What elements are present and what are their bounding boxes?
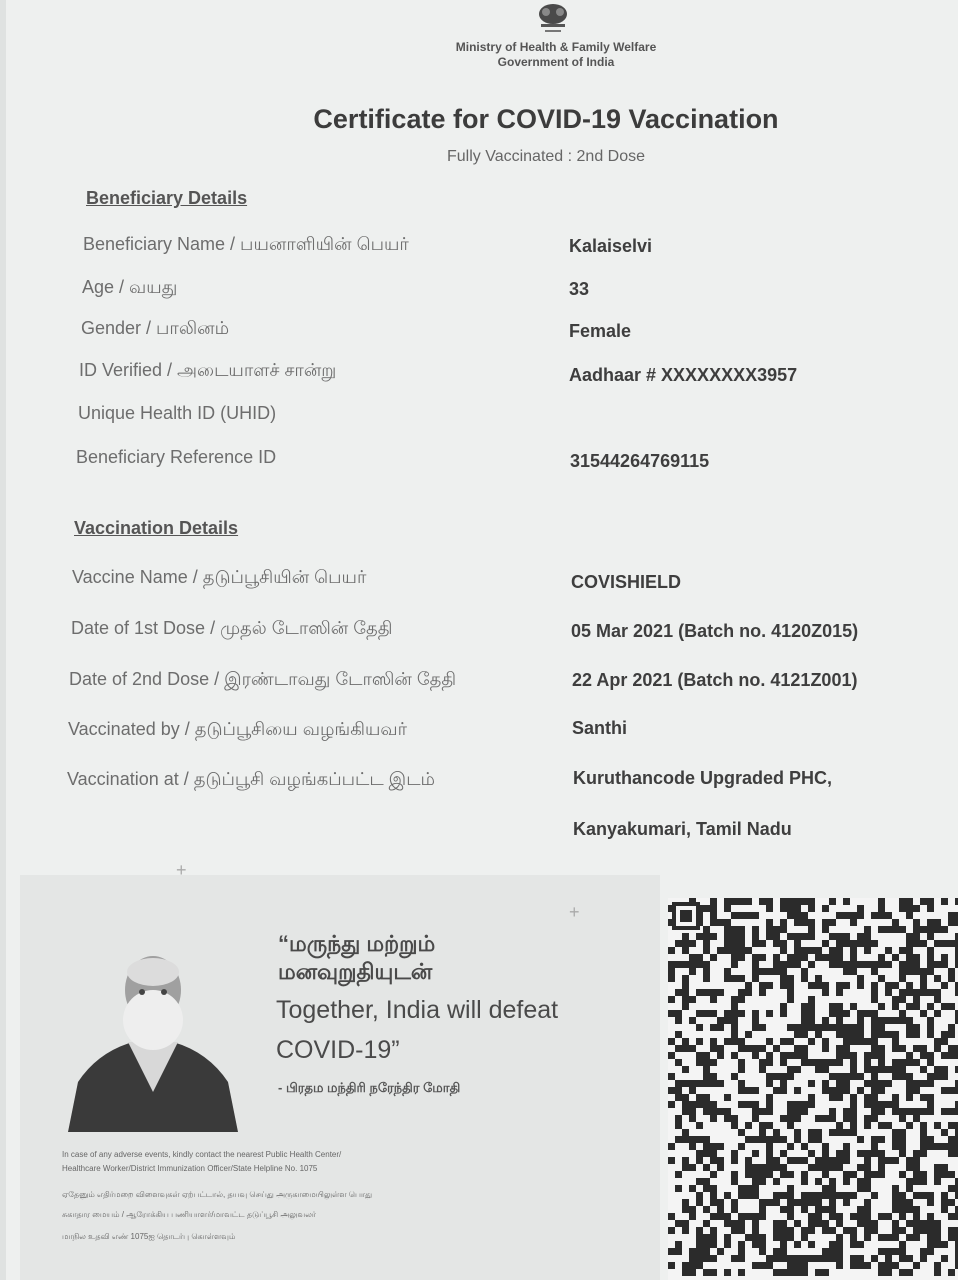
reference-id-label: Beneficiary Reference ID <box>76 447 277 467</box>
quote-tamil: “மருந்து மற்றும் மனவுறுதியுடன் <box>278 931 436 984</box>
vaccinated-by-value: Santhi <box>572 718 628 738</box>
vaccine-name-value: COVISHIELD <box>571 572 682 592</box>
vaccination-heading: Vaccination Details <box>74 518 239 538</box>
quote-attribution: - பிரதம மந்திரி நரேந்திர மோதி <box>278 1080 461 1095</box>
vaccine-name-label: Vaccine Name / தடுப்பூசியின் பெயர் <box>72 567 367 587</box>
certificate-page <box>6 0 958 1280</box>
vaccination-at-value-line2: Kanyakumari, Tamil Nadu <box>573 819 792 839</box>
id-verified-label: ID Verified / அடையாளச் சான்று <box>79 360 337 380</box>
vaccination-at-label: Vaccination at / தடுப்பூசி வழங்கப்பட்ட இடம் <box>67 769 435 789</box>
certificate-title: Certificate for COVID-19 Vaccination <box>313 104 779 134</box>
government-line: Government of India <box>497 55 615 69</box>
id-verified-value: Aadhaar # XXXXXXXX3957 <box>569 365 798 385</box>
second-dose-value: 22 Apr 2021 (Batch no. 4121Z001) <box>572 670 858 690</box>
ministry-line: Ministry of Health & Family Welfare <box>455 40 657 54</box>
quote-english: Together, India will defeat COVID-19” <box>276 996 559 1064</box>
beneficiary-name-value: Kalaiselvi <box>569 236 653 256</box>
footer-line-4: சுகாதார மையம் / ஆரோக்கிய பணியாளர்/மாவட்ட தடுப்பூசி அலுவலர் <box>62 1210 317 1219</box>
uhid-label: Unique Health ID (UHID) <box>78 403 277 423</box>
registration-mark-icon: + <box>176 860 187 880</box>
age-label: Age / வயது <box>82 277 178 297</box>
first-dose-label: Date of 1st Dose / முதல் டோஸின் தேதி <box>71 618 393 638</box>
national-emblem-icon <box>529 2 577 36</box>
certificate-subtitle: Fully Vaccinated : 2nd Dose <box>446 148 646 165</box>
prime-minister-portrait <box>58 942 248 1132</box>
footer-line-1: In case of any adverse events, kindly contact the nearest Public Health Center/ <box>62 1150 342 1159</box>
registration-mark-icon: + <box>569 902 580 922</box>
reference-id-value: 31544264769115 <box>570 451 710 471</box>
second-dose-label: Date of 2nd Dose / இரண்டாவது டோஸின் தேதி <box>69 669 457 689</box>
beneficiary-heading: Beneficiary Details <box>86 188 248 208</box>
gender-value: Female <box>569 321 632 341</box>
footer-line-5: மாநில உதவி எண் 1075ஐ தொடர்பு கொள்ளவும் <box>62 1232 236 1241</box>
gender-label: Gender / பாலினம் <box>81 318 230 338</box>
first-dose-value: 05 Mar 2021 (Batch no. 4120Z015) <box>571 621 859 641</box>
beneficiary-name-label: Beneficiary Name / பயனாளியின் பெயர் <box>83 234 409 254</box>
footer-line-3: ஏதேனும் எதிர்மறை விளைவுகள் ஏற்பட்டால், தயவு செய்து அருகாமையிலுள்ள பொது <box>62 1190 373 1199</box>
vaccination-at-value: Kuruthancode Upgraded PHC, <box>573 768 833 788</box>
verification-qr-code <box>668 898 958 1280</box>
ministry-name <box>386 40 726 70</box>
vaccinated-by-label: Vaccinated by / தடுப்பூசியை வழங்கியவர் <box>68 719 408 739</box>
age-value: 33 <box>569 279 590 299</box>
footer-line-2: Healthcare Worker/District Immunization Officer/State Helpline No. 1075 <box>62 1164 318 1173</box>
